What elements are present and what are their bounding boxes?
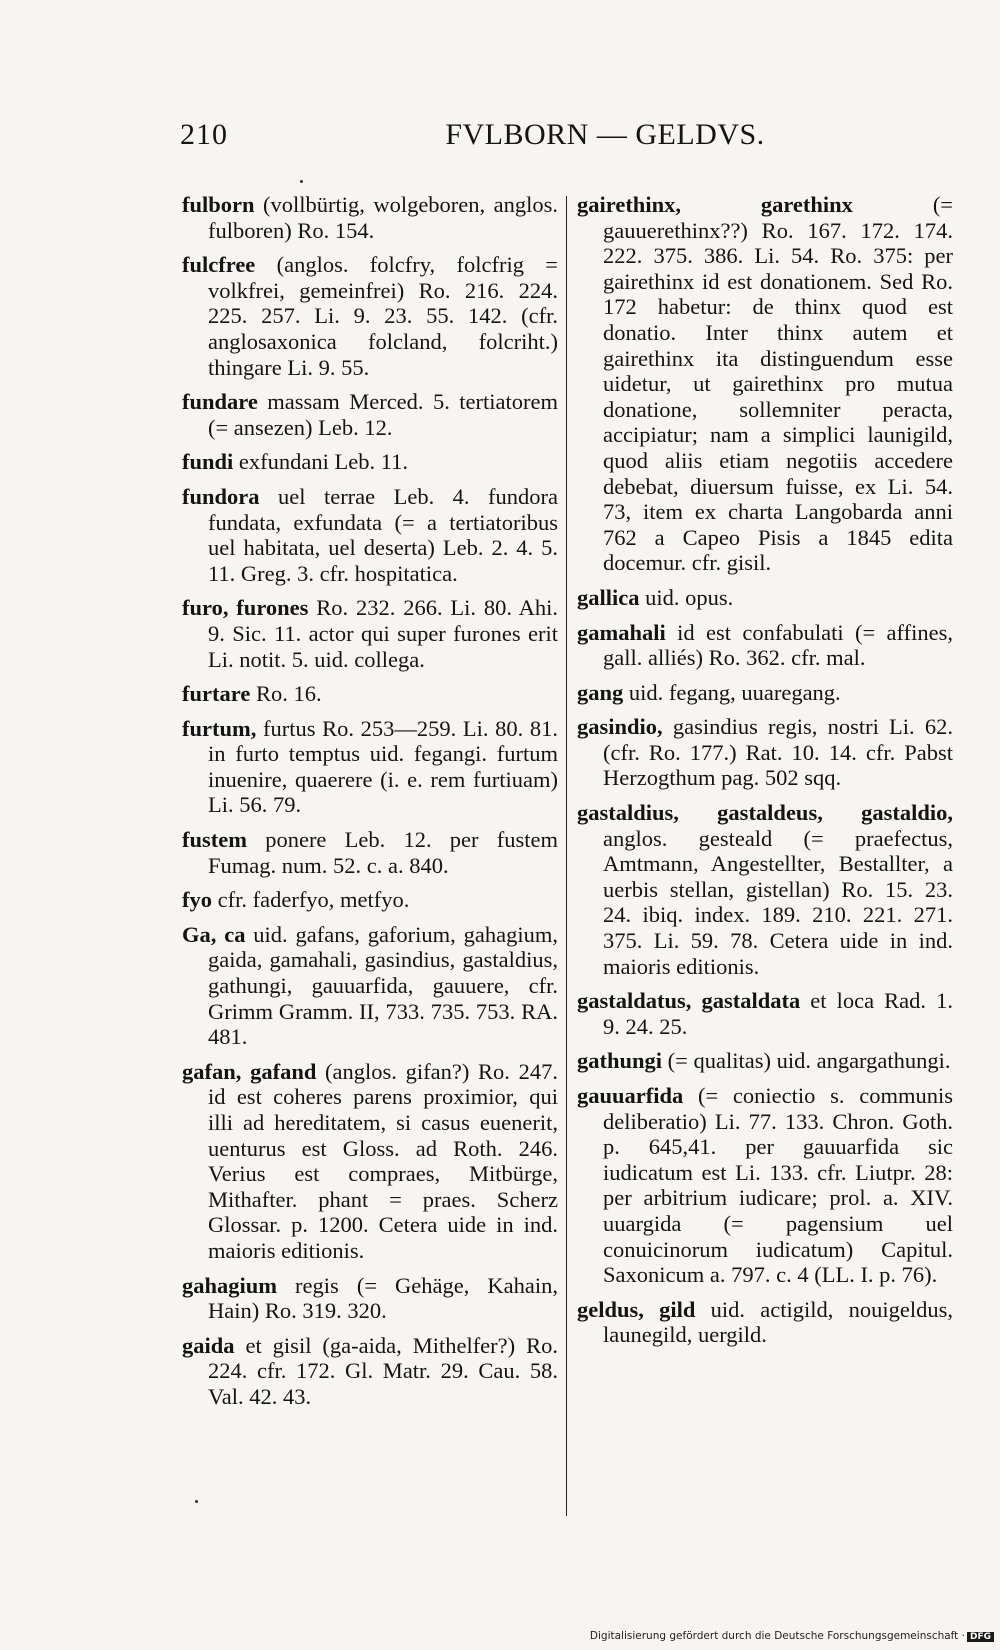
entry-headword: gallica xyxy=(577,584,640,610)
entry-headword: gasindio, xyxy=(577,714,663,740)
entry-headword: gaida xyxy=(182,1332,235,1358)
entry-text: gasindius regis, nostri Li. 62. (cfr. Ro. 177.) Rat. 10. 14. cfr. Pabst Herzogthum pag. 502 sqq. xyxy=(603,714,953,791)
dictionary-entry xyxy=(182,449,558,475)
dictionary-entry xyxy=(182,389,558,440)
entry-text: (anglos. gifan?) Ro. 247. id est coheres parens proximior, qui illi ad hereditatem, si casus euenerit, uenturus est Gloss. ad Roth. 246. Verius est compraes, Mitbürge, Mithafter. phant = praes. Scherz Glossar. p. 1200. Cetera uide in ind. maioris editionis. xyxy=(208,1058,558,1263)
entry-headword: fundare xyxy=(182,389,258,415)
entry-text: massam Merced. 5. tertiatorem (= ansezen) Leb. 12. xyxy=(208,389,558,440)
page-header xyxy=(180,118,950,166)
dictionary-entry xyxy=(577,680,953,706)
entry-text: uid. gafans, gaforium, gahagium, gaida, gamahali, gasindius, gastaldius, gathungi, gauuarfida, gauuere, cfr. Grimm Gramm. II, 733. 735. 753. RA. 481. xyxy=(208,921,558,1050)
entry-text: ponere Leb. 12. per fustem Fumag. num. 52. c. a. 840. xyxy=(208,827,558,878)
dictionary-entry xyxy=(182,1059,558,1264)
entry-headword: gauuarfida xyxy=(577,1083,684,1108)
dictionary-entry xyxy=(182,922,558,1050)
entry-headword: gafan, gafand xyxy=(182,1058,317,1084)
entry-text: uel terrae Leb. 4. fundora fundata, exfundata (= a tertiatoribus uel habitata, uel deserta) Leb. 2. 4. 5. 11. Greg. 3. cfr. hospitatica. xyxy=(208,483,558,586)
entry-text: Ro. 232. 266. Li. 80. Ahi. 9. Sic. 11. actor qui super furones erit Li. notit. 5. uid. collega. xyxy=(208,595,558,672)
entry-text: uid. fegang, uuaregang. xyxy=(623,679,841,705)
running-head: FVLBORN — GELDVS. xyxy=(445,118,765,151)
digitization-credit xyxy=(590,1630,994,1642)
dictionary-entry xyxy=(182,827,558,878)
entry-headword: furtare xyxy=(182,681,251,707)
entry-headword: gang xyxy=(577,679,624,705)
dictionary-entry xyxy=(577,714,953,791)
dictionary-entry xyxy=(182,887,558,913)
entry-headword: fulcfree xyxy=(182,252,256,278)
column-divider xyxy=(566,196,567,1516)
left-column xyxy=(182,192,558,1419)
entry-text: cfr. faderfyo, metfyo. xyxy=(212,887,410,913)
dictionary-entry xyxy=(577,192,953,576)
dictionary-entry xyxy=(577,585,953,611)
dfg-badge: DFG xyxy=(967,1632,994,1642)
dictionary-entry xyxy=(182,1333,558,1410)
entry-headword: furtum, xyxy=(182,715,257,741)
dictionary-entry xyxy=(577,800,953,979)
entry-text: uid. opus. xyxy=(639,584,734,610)
entry-headword: gastaldatus, gastaldata xyxy=(577,988,801,1014)
dictionary-entry xyxy=(182,252,558,380)
entry-headword: fundora xyxy=(182,483,260,509)
dictionary-entry xyxy=(577,1297,953,1348)
scan-speck xyxy=(300,180,303,183)
dictionary-entry xyxy=(182,192,558,243)
entry-headword: gastaldius, gastaldeus, gastaldio, xyxy=(577,800,953,826)
entry-text: regis (= Gehäge, Kahain, Hain) Ro. 319. 320. xyxy=(208,1272,558,1324)
entry-text: exfundani Leb. 11. xyxy=(233,449,409,475)
entry-headword: gairethinx, garethinx xyxy=(577,192,853,217)
entry-headword: Ga, ca xyxy=(182,921,246,947)
entry-text: (anglos. folcfry, folcfrig = volkfrei, gemeinfrei) Ro. 216. 224. 225. 257. Li. 9. 23. 55. 142. (cfr. anglosaxonica folcland, folcriht.) thingare Li. 9. 55. xyxy=(208,252,558,380)
entry-headword: gahagium xyxy=(182,1272,278,1298)
entry-headword: furo, furones xyxy=(182,595,309,621)
dictionary-entry xyxy=(577,620,953,671)
scan-speck xyxy=(195,1500,198,1503)
dictionary-entry xyxy=(182,716,558,818)
entry-text: (= gauuerethinx??) Ro. 167. 172. 174. 222. 375. 386. Li. 54. Ro. 375: per gairethinx id est donationem. Sed Ro. 172 habetur: de thinx quod est donatio. Inter thinx autem et gairethinx ita distinguendum esse uidetur, ut gairethinx pro mutua donatione, sollemniter peracta, accipiatur; nam a simplici launigild, quod aliis etiam negotiis accedere debebat, diuersum fuisse, ex Li. 54. 73, item ex charta Langobarda anni 762 a Capeo Pisis a 1845 edita docemur. cfr. gisil. xyxy=(603,192,953,576)
entry-text: (vollbürtig, wolgeboren, anglos. fulboren) Ro. 154. xyxy=(208,192,558,243)
dictionary-entry xyxy=(577,1048,953,1074)
entry-headword: fustem xyxy=(182,827,247,853)
credit-text: Digitalisierung gefördert durch die Deutsche Forschungsgemeinschaft · xyxy=(589,1630,965,1642)
dictionary-entry xyxy=(577,988,953,1039)
entry-headword: geldus, gild xyxy=(577,1296,696,1322)
entry-headword: gathungi xyxy=(577,1048,663,1074)
entry-text: et loca Rad. 1. 9. 24. 25. xyxy=(603,988,953,1039)
page-number: 210 xyxy=(180,118,228,151)
dictionary-entry xyxy=(182,1273,558,1324)
entry-headword: gamahali xyxy=(577,619,666,645)
dictionary-entry xyxy=(182,595,558,672)
entry-text: (= qualitas) uid. angargathungi. xyxy=(662,1048,951,1074)
entry-text: id est confabulati (= affines, gall. alliés) Ro. 362. cfr. mal. xyxy=(603,619,953,671)
entry-headword: fulborn xyxy=(182,192,255,217)
entry-text: anglos. gesteald (= praefectus, Amtmann, Angestellter, Bestallter, a uerbis stellan, gistellan) Ro. 15. 23. 24. ibiq. index. 189. 210. 221. 271. 375. Li. 59. 78. Cetera uide in ind. maioris editionis. xyxy=(603,825,953,979)
entry-text: (= coniectio s. communis deliberatio) Li. 77. 133. Chron. Goth. p. 645,41. per gauuarfida sic iudicatum est Li. 133. cfr. Liutpr. 28: per arbitrium iudicare; prol. a. XIV. uuargida (= pagensium uel conuicinorum iudicatum) Capitul. Saxonicum a. 797. c. 4 (LL. I. p. 76). xyxy=(603,1083,953,1288)
entry-text: furtus Ro. 253—259. Li. 80. 81. in furto temptus uid. fegangi. furtum inuenire, quaerere (i. e. rem furtiuam) Li. 56. 79. xyxy=(208,715,558,818)
entry-text: uid. actigild, nouigeldus, launegild, uergild. xyxy=(603,1296,953,1348)
entry-headword: fundi xyxy=(182,449,234,475)
entry-text: Ro. 16. xyxy=(250,681,322,707)
entry-headword: fyo xyxy=(182,887,212,913)
entry-text: et gisil (ga-aida, Mithelfer?) Ro. 224. cfr. 172. Gl. Matr. 29. Cau. 58. Val. 42. 43. xyxy=(208,1332,558,1409)
dictionary-entry xyxy=(577,1083,953,1288)
dictionary-entry xyxy=(182,484,558,586)
dictionary-entry xyxy=(182,681,558,707)
right-column xyxy=(577,192,953,1357)
